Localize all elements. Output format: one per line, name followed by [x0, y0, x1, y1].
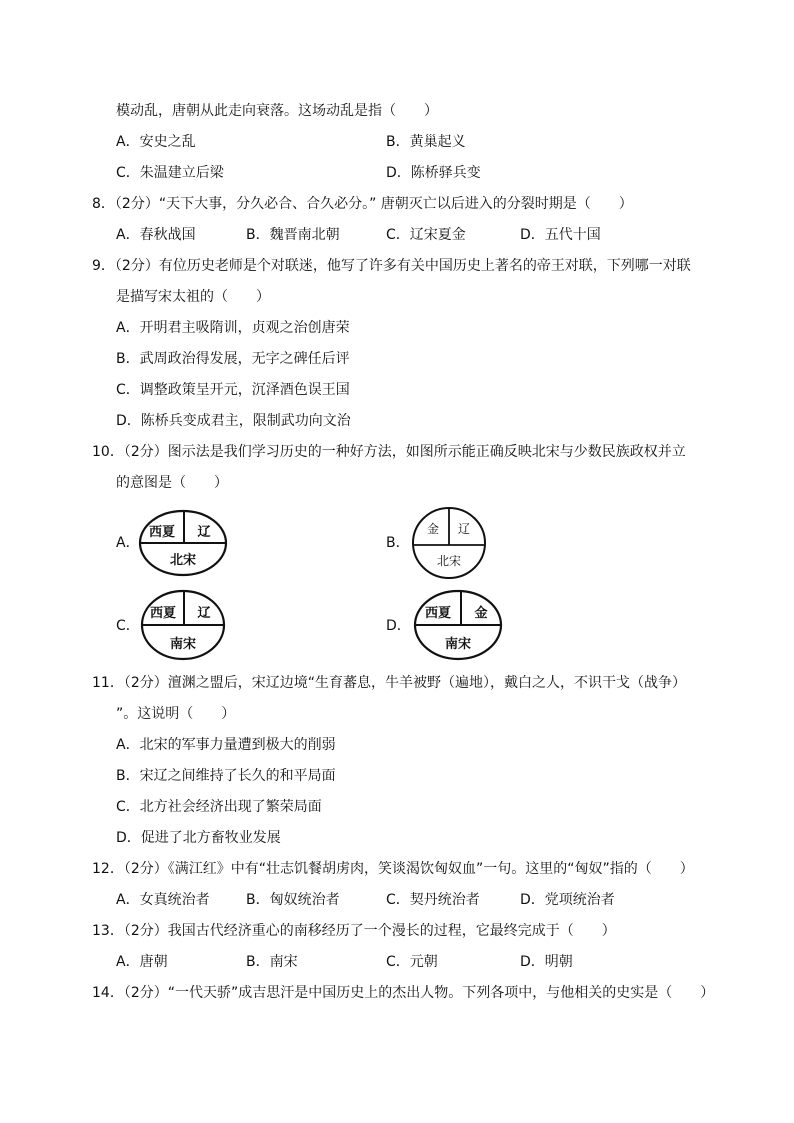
q11-option-c: C．北方社会经济出现了繁荣局面 — [116, 799, 322, 815]
q11-option-d: D．促进了北方畜牧业发展 — [116, 830, 281, 846]
q10-option-a-letter: A． — [116, 535, 140, 551]
q10-option-a-diagram — [138, 508, 228, 578]
q9-option-d: D．陈桥兵变成君主，限制武功向文治 — [116, 413, 351, 429]
q9-option-a: A．开明君主吸隋训，贞观之治创唐荣 — [116, 320, 350, 336]
q14-stem: 14．（2分）“一代天骄”成吉思汗是中国历史上的杰出人物。下列各项中，与他相关的史实是（ ） — [92, 985, 715, 1001]
q10-c-top-right-text: 辽 — [197, 606, 211, 621]
q8-option-c: C．辽宋夏金 — [386, 227, 466, 243]
q10-option-b-letter: B． — [386, 535, 410, 551]
q13-option-d: D．明朝 — [520, 954, 573, 970]
q13-option-c: C．元朝 — [386, 954, 438, 970]
q10-d-bottom-text: 南宋 — [444, 637, 472, 652]
q7-option-c: C．朱温建立后梁 — [116, 165, 224, 181]
q7-option-a: A．安史之乱 — [116, 134, 196, 150]
q10-option-c-letter: C． — [116, 618, 140, 634]
q10-b-bottom-text: 北宋 — [436, 554, 462, 568]
q10-d-top-left-text: 西夏 — [424, 606, 452, 621]
q8-option-a: A．春秋战国 — [116, 227, 196, 243]
q13-option-b: B．南宋 — [246, 954, 298, 970]
q11-option-a: A．北宋的军事力量遭到极大的削弱 — [116, 737, 336, 753]
q9-stem-line2: 是描写宋太祖的（ ） — [116, 289, 270, 305]
q8-stem: 8．（2分）“天下大事，分久必合、合久必分。” 唐朝灭亡以后进入的分裂时期是（ ） — [92, 196, 633, 212]
q9-stem-line1: 9．（2分）有位历史老师是个对联迷，他写了许多有关中国历史上著名的帝王对联，下列哪一对联 — [92, 258, 691, 274]
q11-stem-line1: 11．（2分）澶渊之盟后，宋辽边境“生育蕃息，牛羊被野（遍地），戴白之人，不识干戈（战争） — [92, 675, 686, 691]
q13-stem: 13．（2分）我国古代经济重心的南移经历了一个漫长的过程，它最终完成于（ ） — [92, 923, 616, 939]
q10-stem-line1: 10．（2分）图示法是我们学习历史的一种好方法，如图所示能正确反映北宋与少数民族政权并立 — [92, 444, 686, 460]
q8-option-d: D．五代十国 — [520, 227, 601, 243]
q7-option-b: B．黄巢起义 — [386, 134, 466, 150]
q11-option-b: B．宋辽之间维持了长久的和平局面 — [116, 768, 336, 784]
q10-c-bottom-text: 南宋 — [169, 637, 197, 652]
q10-c-top-left-text: 西夏 — [149, 606, 177, 621]
q7-option-d: D．陈桥驿兵变 — [386, 165, 481, 181]
q12-stem: 12．（2分）《满江红》中有“壮志饥餐胡虏肉，笑谈渴饮匈奴血”一句。这里的“匈奴”指的（ ） — [92, 861, 694, 877]
q10-option-d-letter: D． — [386, 618, 411, 634]
q12-option-a: A．女真统治者 — [116, 892, 210, 908]
q12-option-d: D．党项统治者 — [520, 892, 615, 908]
q7-stem-continuation: 模动乱，唐朝从此走向衰落。这场动乱是指（ ） — [116, 103, 438, 119]
q10-d-top-right-text: 金 — [474, 606, 488, 621]
q10-a-top-right-text: 辽 — [197, 525, 211, 540]
q10-option-b-diagram — [411, 505, 487, 581]
q10-option-d-diagram — [413, 588, 503, 662]
q10-stem-line2: 的意图是（ ） — [116, 475, 228, 491]
q10-a-bottom-text: 北宋 — [169, 553, 197, 568]
q13-option-a: A．唐朝 — [116, 954, 168, 970]
q9-option-c: C．调整政策呈开元，沉泽酒色误王国 — [116, 382, 350, 398]
q10-b-top-left-text: 金 — [426, 522, 440, 536]
q11-stem-line2: ”。这说明（ ） — [116, 706, 236, 722]
q12-option-c: C．契丹统治者 — [386, 892, 480, 908]
q10-b-top-right-text: 辽 — [457, 522, 471, 536]
q10-option-c-diagram — [140, 588, 226, 662]
q10-a-top-left-text: 西夏 — [148, 525, 176, 540]
q12-option-b: B．匈奴统治者 — [246, 892, 340, 908]
q8-option-b: B．魏晋南北朝 — [246, 227, 340, 243]
q9-option-b: B．武周政治得发展，无字之碑任后评 — [116, 351, 350, 367]
